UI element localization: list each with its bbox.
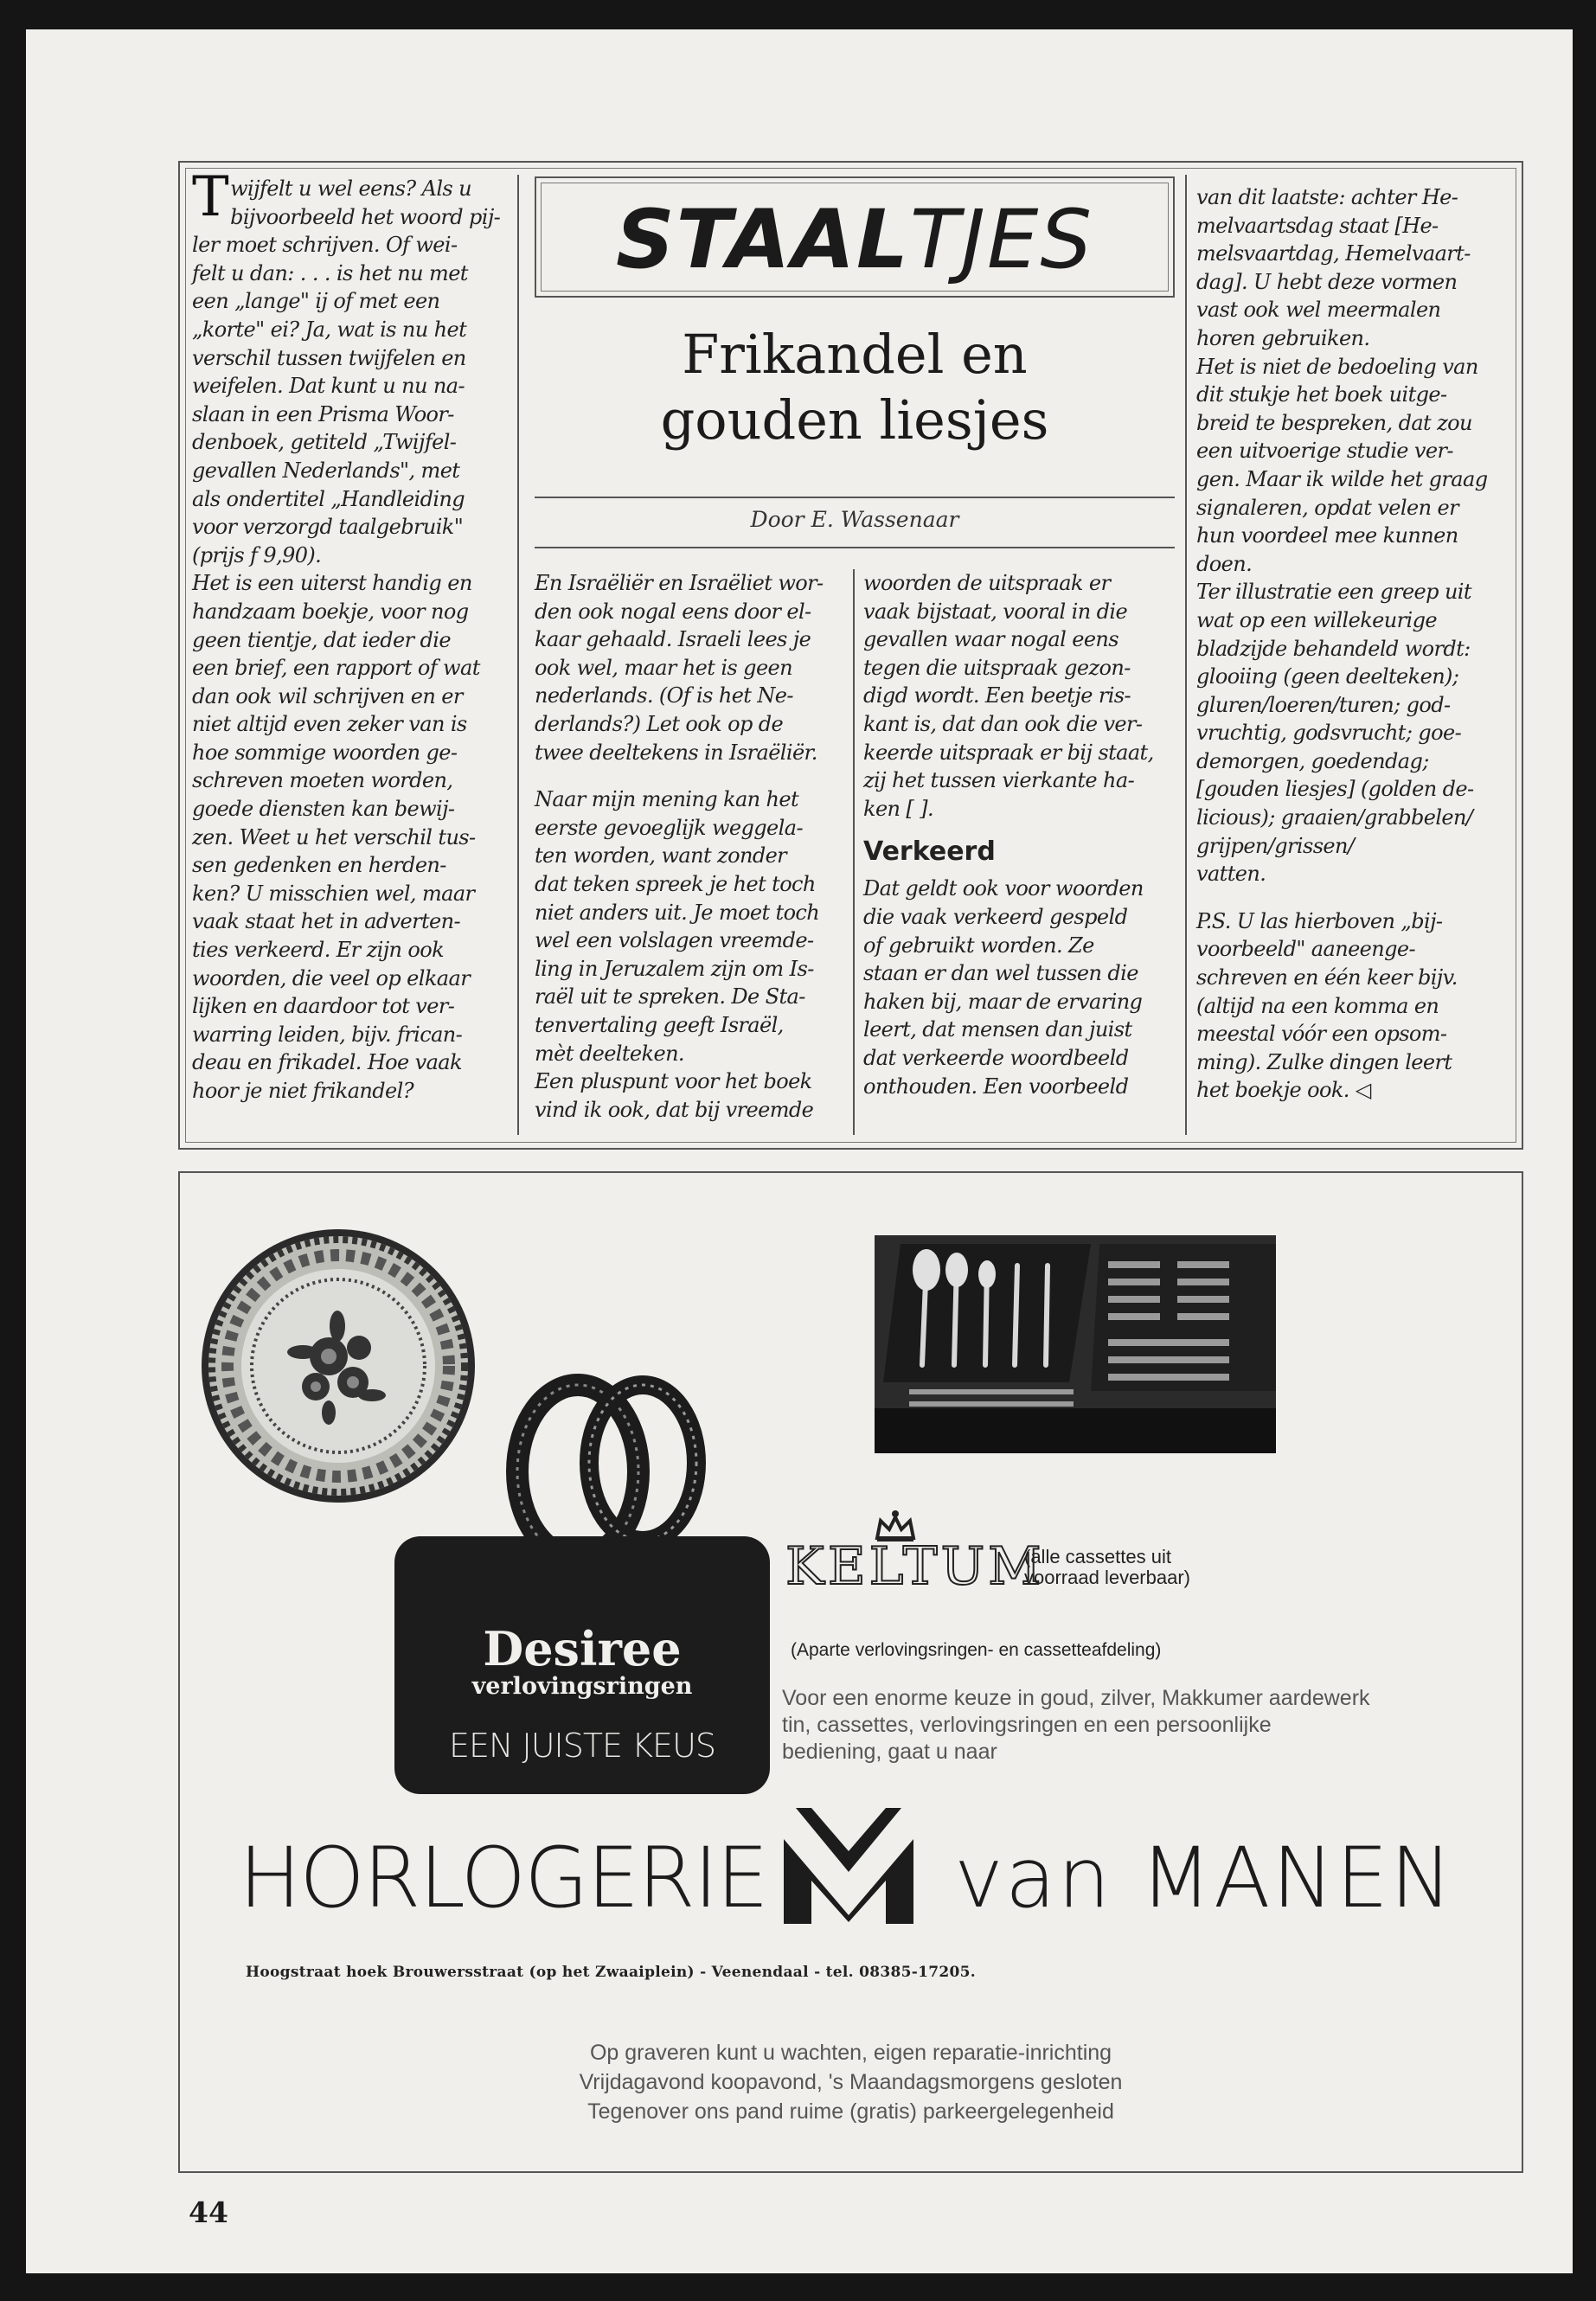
- paragraph: P.S. U las hierboven „bij- voorbeeld" aaneenge- schreven en één keer bijv. (altijd na een komma en meestal vóór een opsom- ming). Zulke dingen leert het boekje ook. ◁: [1196, 908, 1458, 1103]
- closing-line: Tegenover ons pand ruime (gratis) parkeergelegenheid: [587, 2099, 1114, 2124]
- closing-info: [180, 2038, 1522, 2126]
- column-divider: [517, 175, 519, 1135]
- article-column-1: [192, 165, 503, 1106]
- masthead-title-bold: STAAL: [615, 193, 910, 287]
- paragraph: En Israëliër en Israëliet wor- den ook nogal eens door el- kaar gehaald. Israeli lees je ook wel, maar het is geen nederlands. (Of is het Ne- derlands?) Let ook op de twee deeltekens in Israëliër.: [535, 571, 824, 765]
- article-column-2: [535, 569, 846, 1124]
- ad-department-note: (Aparte verlovingsringen- en cassetteafdeling): [791, 1640, 1162, 1660]
- article-frame: [178, 161, 1523, 1150]
- paragraph: Ter illustratie een greep uit wat op een willekeurige bladzijde behandeld wordt: glooiing (geen deelteken); gluren/loeren/turen; god- vruchtig, godsvrucht; goe- demorgen, goedendag; [gouden liesjes] (golden de- licious); graaien/grabbelen/ grijpen/grissen/ vatten.: [1196, 580, 1474, 887]
- paragraph: wijfelt u wel eens? Als u bijvoorbeeld het woord pij- ler moet schrijven. Of wei- felt u dan: . . . is het nu met een „lange" ij of met een „korte" ei? Ja, wat is nu het verschil tussen twijfelen en weifelen. Dat kunt u nu na- slaan in een Prisma Woor- denboek, getiteld „Twijfel- gevallen Nederlands", met als ondertitel „Handleiding voor verzorgd taalgebruik" (prijs f 9,90).: [192, 176, 501, 567]
- paragraph: Het is niet de bedoeling van dit stukje het boek uitge- breid te bespreken, dat zou een uitvoerige studie ver- gen. Maar ik wilde het graag signaleren, opdat velen er hun voordeel mee kunnen doen.: [1196, 354, 1488, 576]
- desiree-slogan: EEN JUISTE KEUS: [448, 1727, 716, 1765]
- byline-rule-bottom: [535, 547, 1175, 548]
- paragraph: Een pluspunt voor het boek vind ik ook, dat bij vreemde: [535, 1069, 814, 1122]
- article-column-4: [1196, 183, 1516, 1105]
- paragraph: Dat geldt ook voor woorden die vaak verkeerd gespeld of gebruikt worden. Ze staan er dan wel tussen die haken bij, maar de ervaring leert, dat mensen dan juist dat verkeerde woordbeeld onthouden. Een voorbeeld: [863, 876, 1144, 1099]
- byline: Door E. Wassenaar: [750, 507, 959, 532]
- article-column-3: [863, 569, 1175, 1100]
- magazine-page: [26, 29, 1573, 2273]
- shop-name-van-manen: van MANEN: [954, 1830, 1454, 1926]
- drop-cap: T: [192, 165, 229, 229]
- ad-intro-text: Voor een enorme keuze in goud, zilver, Makkumer aardewerk tin, cassettes, verlovingsringen en een persoonlijke bediening, gaat u naar: [782, 1686, 1370, 1764]
- paragraph: van dit laatste: achter He- melvaartsdag staat [He- melsvaartdag, Hemelvaart- dag]. U hebt deze vormen vast ook wel meermalen horen gebruiken.: [1196, 185, 1471, 350]
- decorative-plate-image: [199, 1227, 478, 1505]
- masthead-title-light: TJES: [909, 193, 1094, 287]
- column-divider: [1185, 175, 1187, 1135]
- cutlery-cassette-image: [875, 1235, 1276, 1453]
- masthead-box: [535, 176, 1175, 298]
- paragraph: woorden de uitspraak er vaak bijstaat, vooral in die gevallen waar nogal eens tegen die uitspraak gezon- digd wordt. Een beetje ris- kant is, dat dan ook die ver- keerde uitspraak er bij staat, zij het tussen vierkante ha- ken [ ].: [863, 571, 1154, 821]
- desiree-brand-subtitle: verlovingsringen: [471, 1673, 693, 1700]
- byline-rule-top: [535, 497, 1175, 498]
- column-divider: [853, 569, 855, 1135]
- subheading: Verkeerd: [863, 836, 996, 868]
- shop-address: Hoogstraat hoek Brouwersstraat (op het Zwaaiplein) - Veenendaal - tel. 08385-17205.: [246, 1964, 976, 1981]
- masthead-title: [536, 193, 1173, 287]
- scan-edge: [0, 2273, 1596, 2301]
- closing-line: Op graveren kunt u wachten, eigen reparatie-inrichting: [589, 2041, 1112, 2065]
- paragraph: Naar mijn mening kan het eerste gevoeglijk weggela- ten worden, want zonder dat teken spreek je het toch niet anders uit. Je moet toch wel een volslagen vreemde- ling in Jeruzalem zijn om Is- raël uit te spreken. De Sta- tenvertaling geeft Israël, mèt deelteken.: [535, 787, 820, 1066]
- closing-line: Vrijdagavond koopavond, 's Maandagsmorgens gesloten: [579, 2070, 1123, 2094]
- desiree-brand-name: Desiree: [483, 1621, 682, 1676]
- article-headline: Frikandel en gouden liesjes: [660, 323, 1049, 452]
- keltum-note: (alle cassettes uit voorraad leverbaar): [1024, 1546, 1190, 1588]
- shop-name-horlogerie: HORLOGERIE: [239, 1830, 767, 1926]
- paragraph: Het is een uiterst handig en handzaam boekje, voor nog geen tientje, dat ieder die een brief, een rapport of wat dan ook wil schrijven en er niet altijd even zeker van is hoe sommige woorden ge- schreven moeten worden, goede diensten kan bewij- zen. Weet u het verschil tus- sen gedenken en herden- ken? U misschien wel, maar vaak staat het in adverten- ties verkeerd. Er zijn ook woorden, die veel op elkaar lijken en daardoor tot ver- warring leiden, bijv. frican- deau en frikadel. Hoe vaak hoor je niet frikandel?: [192, 571, 480, 1103]
- page-number: 44: [189, 2195, 228, 2229]
- keltum-logo: KELTUM: [785, 1536, 1045, 1597]
- desiree-logo-panel: [394, 1536, 770, 1794]
- advertisement-frame: [178, 1171, 1523, 2173]
- m-monogram-logo: [775, 1804, 922, 1926]
